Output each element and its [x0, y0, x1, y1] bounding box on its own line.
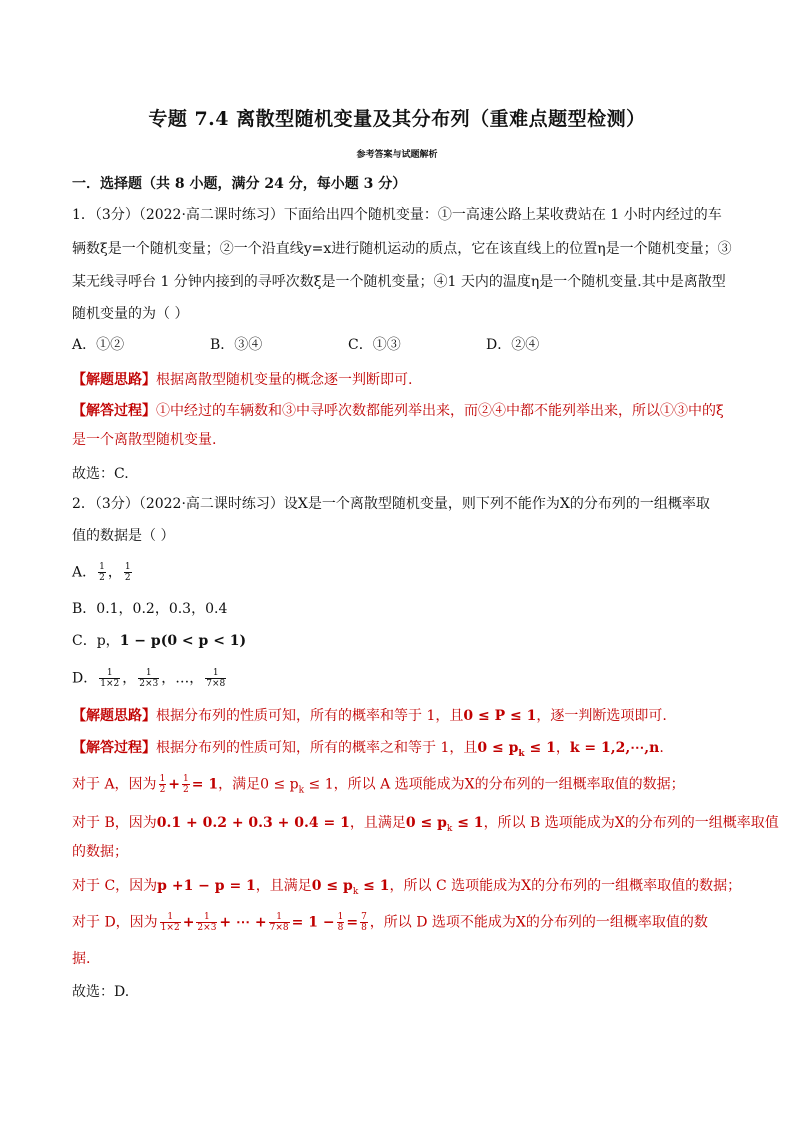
subscript: k	[352, 886, 359, 897]
text: ，所以 B 选项能成为X的分布列的一组概率取值	[483, 815, 779, 831]
q1-option-b: B．③④	[210, 337, 263, 353]
q2-stem-line2: 值的数据是（ ）	[72, 528, 175, 544]
text: ，所以 C 选项能成为X的分布列的一组概率取值的数据；	[389, 878, 742, 894]
fraction	[269, 912, 290, 933]
q2-process-text-c: .	[659, 740, 664, 756]
text: ，所以 D 选项不能成为X的分布列的一组概率取值的数	[369, 914, 708, 931]
math: = 1 −	[291, 914, 335, 931]
q2-analysis-d: 对于 D，因为 $\frac{1}{1\times 2}$ + $\frac{1}{2\times 3}$ + ⋯ + $\frac{1}{7\times 8}$ = 1 − $\frac{1}{8}$ = $\frac{7}{8}$ ，所以 D 选项不能成为X的分布列的一组概率取值的数	[72, 912, 708, 933]
fraction-numerator: 1	[124, 562, 131, 572]
text: 对于 C，因为	[72, 878, 158, 894]
q2-option-a-label: A．	[72, 564, 97, 581]
fraction	[98, 562, 106, 583]
fraction-denominator: 2×3	[139, 679, 159, 689]
math: ≤ 1	[358, 878, 390, 894]
q1-process	[72, 401, 732, 421]
fraction-numerator: 1	[160, 912, 181, 923]
fraction-numerator: 1	[138, 668, 159, 679]
fraction-denominator: 2×3	[197, 923, 217, 933]
q1-stem-line1: 1．（3分）（2022·高二课时练习）下面给出四个随机变量：①一高速公路上某收费站在 1 小时内经过的车	[72, 207, 722, 223]
math: 0.1 + 0.2 + 0.3 + 0.4 = 1	[156, 815, 350, 831]
q2-answer: 故选：D.	[72, 984, 130, 1000]
math: p +1 − p = 1	[157, 878, 256, 894]
text: ，满足0 ≤ p	[218, 776, 299, 793]
q2-analysis-b	[72, 813, 779, 839]
q2-process-math-k: k = 1,2,⋯,n	[569, 740, 660, 756]
text: 对于 A，因为	[72, 776, 157, 793]
q2-option-a	[72, 562, 732, 583]
fraction-denominator: 7×8	[269, 923, 289, 933]
ellipsis: ，…，	[161, 670, 204, 687]
fraction-numerator: 1	[159, 774, 166, 784]
subscript: k	[518, 748, 525, 759]
fraction-denominator: 1×2	[100, 679, 120, 689]
fraction-numerator: 1	[99, 562, 105, 572]
q2-option-b: B．0.1，0.2，0.3，0.4	[72, 601, 228, 617]
fraction-denominator: 2	[99, 573, 105, 583]
fraction-numerator: 1	[205, 668, 226, 679]
q1-stem-line3: 某无线寻呼台 1 分钟内接到的寻呼次数ξ是一个随机变量；④1 天内的温度η是一个随机变量.其中是离散型	[72, 274, 726, 290]
text: 对于 B，因为	[72, 815, 157, 831]
math: 0 ≤ p	[311, 878, 353, 894]
q2-analysis-d-cont: 据.	[72, 951, 91, 967]
q2-analysis-a: 对于 A，因为 $\frac{1}{2}$ + $\frac{1}{2}$ = 1，满足$0 \le p_k \le 1$，所以 A 选项能成为X的分布列的一组概率取值的数据；	[72, 774, 685, 796]
q1-answer: 故选：C.	[72, 466, 129, 482]
q2-process-math: 0 ≤ p	[477, 740, 519, 756]
fraction-numerator: 1	[269, 912, 290, 923]
text: ，且满足	[255, 878, 312, 894]
q2-analysis-b-cont: 的数据；	[72, 844, 128, 860]
q2-option-d: D． $\frac{1}{1\times 2}$ ， $\frac{1}{2\times 3}$ ，…， $\frac{1}{7\times 8}$	[72, 668, 226, 689]
fraction-denominator: 7×8	[206, 679, 226, 689]
q1-stem-line4: 随机变量的为（ ）	[72, 306, 189, 322]
q2-process-tag: 【解答过程】	[72, 740, 156, 756]
fraction	[159, 774, 167, 795]
fraction	[124, 562, 132, 583]
q2-idea-text-b: ，逐一判断选项即可.	[536, 708, 667, 724]
fraction	[160, 912, 181, 933]
q1-process-line1: ①中经过的车辆数和③中寻呼次数都能列举出来，而②④中都不能列举出来，所以①③中的ξ	[156, 403, 724, 419]
fraction-numerator: 1	[183, 774, 189, 784]
separator: ，	[107, 564, 122, 581]
q1-option-d: D．②④	[486, 337, 540, 353]
q2-analysis-c	[72, 876, 742, 902]
q2-option-d-label: D．	[72, 670, 98, 687]
q2-process-text-a: 根据分布列的性质可知，所有的概率之和等于 1，且	[156, 740, 478, 756]
subscript: k	[298, 785, 305, 796]
q2-process	[72, 738, 732, 764]
q1-option-c: C．①③	[348, 337, 401, 353]
section-heading: 一．选择题（共 8 小题，满分 24 分，每小题 3 分）	[72, 176, 407, 192]
fraction-numerator: 1	[196, 912, 217, 923]
subscript: k	[446, 823, 453, 834]
q2-idea	[72, 706, 732, 726]
q2-process-math: ≤ 1	[524, 740, 556, 756]
math: ≤ 1	[452, 815, 484, 831]
fraction-denominator: 2	[124, 573, 131, 583]
q1-option-a: A．①②	[72, 337, 125, 353]
fraction	[99, 668, 120, 689]
math: 0 ≤ p	[405, 815, 447, 831]
q2-idea-tag: 【解题思路】	[72, 708, 156, 724]
fraction	[196, 912, 217, 933]
page-subtitle: 参考答案与试题解析	[356, 150, 438, 160]
fraction	[138, 668, 159, 689]
q1-stem-line2: 辆数ξ是一个随机变量；②一个沿直线y=x进行随机运动的质点，它在该直线上的位置η是一个随机变量；③	[72, 241, 732, 257]
q1-idea	[72, 370, 732, 390]
q2-process-text-b: ，	[555, 740, 570, 756]
fraction: $\frac{1}{8}$	[337, 912, 344, 933]
text: ，且满足	[349, 815, 406, 831]
fraction-numerator: 1	[99, 668, 120, 679]
q2-idea-text-a: 根据分布列的性质可知，所有的概率和等于 1，且	[156, 708, 464, 724]
q1-idea-text: 根据离散型随机变量的概念逐一判断即可.	[156, 372, 413, 388]
q2-option-c-math: 1 − p(0 < p < 1)	[119, 633, 247, 649]
text: 对于 D，因为	[72, 914, 158, 931]
fraction-denominator: 1×2	[160, 923, 180, 933]
q1-idea-tag: 【解题思路】	[72, 372, 156, 388]
q2-stem-line1: 2．（3分）（2022·高二课时练习）设X是一个离散型随机变量，则下列不能作为X的分布列的一组概率取	[72, 496, 710, 512]
math: = 1	[191, 776, 219, 793]
text: ≤ 1，所以 A 选项能成为X的分布列的一组概率取值的数据；	[304, 776, 685, 793]
q1-process-line2: 是一个离散型随机变量.	[72, 432, 217, 448]
page-title: 专题 7.4 离散型随机变量及其分布列（重难点题型检测）	[148, 108, 646, 130]
q1-process-tag: 【解答过程】	[72, 403, 156, 419]
fraction	[205, 668, 226, 689]
q2-idea-math: 0 ≤ P ≤ 1	[463, 708, 537, 724]
fraction-denominator: 2	[183, 785, 189, 795]
q2-option-c-label: C．p，	[72, 633, 120, 649]
fraction: $\frac{7}{8}$	[361, 912, 367, 933]
fraction-denominator: 2	[159, 785, 166, 795]
fraction	[182, 774, 190, 795]
q2-option-c	[72, 631, 732, 651]
